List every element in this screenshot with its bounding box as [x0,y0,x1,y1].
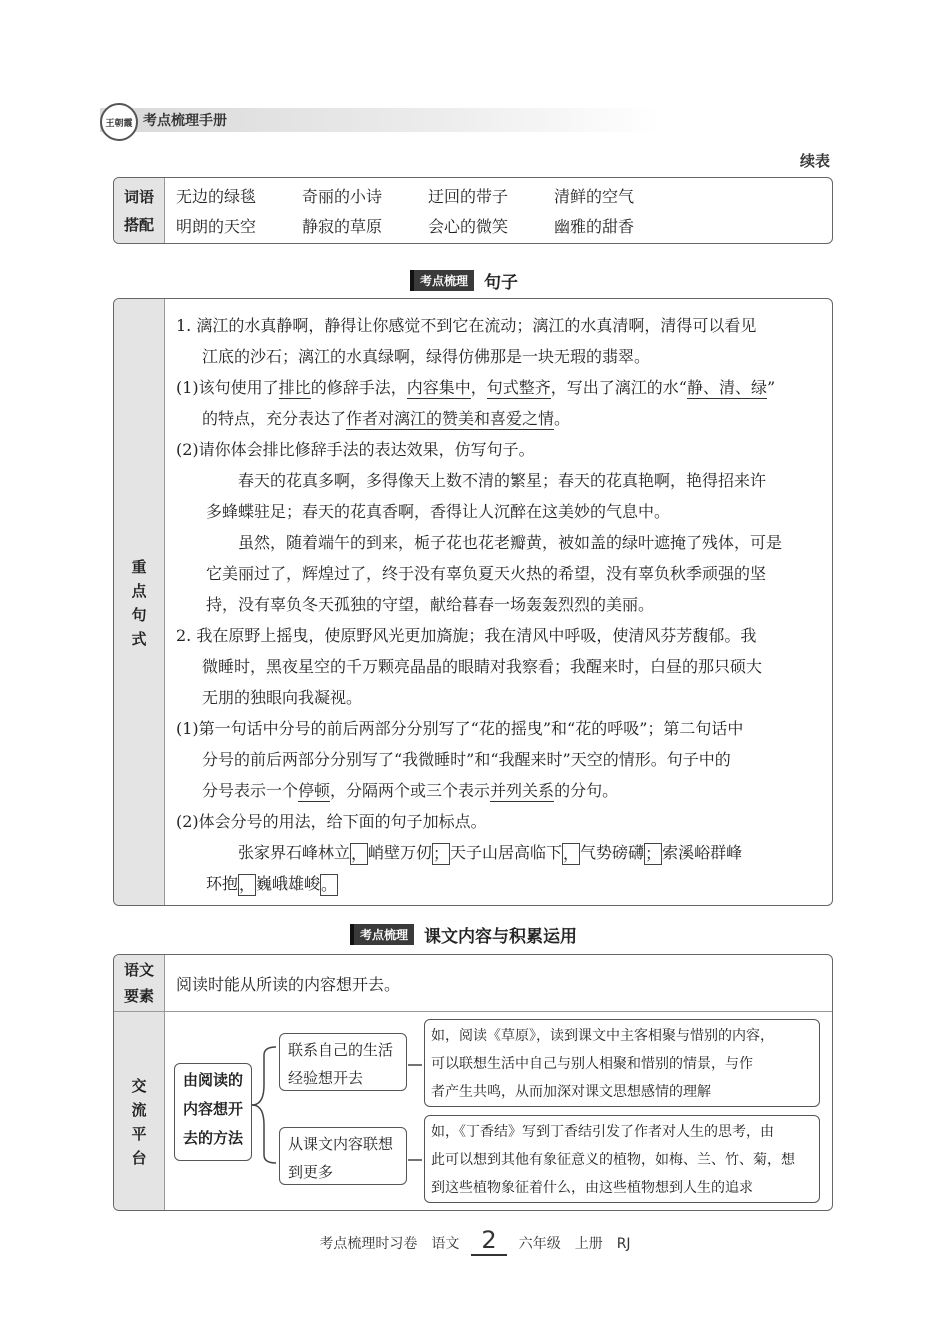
punctuation-exercise: 张家界石峰林立，峭壁万仞；天子山居高临下，气势磅礴；索溪峪群峰 [238,843,743,863]
page-number: 2 [471,1226,506,1256]
question-1-1: (1)该句使用了排比的修辞手法，内容集中，句式整齐，写出了漓江的水“静、清、绿” [176,378,776,397]
reading-table [113,954,833,1211]
key-sentences-table: 重 点 句 式 1. 漓江的水真静啊，静得让你感觉不到它在流动；漓江的水真清啊，清得可以看见 江底的沙石；漓江的水真绿啊，绿得仿佛那是一块无瑕的翡翠。 (1)该句使用了排比的修辞手法，内容集中，句式整齐，写出了漓江的水“静、清、绿” 的特点，充分表达了作者对漓江的赞美和喜爱之情。 (2)请你体会排比修辞手法的表达效果，仿写句子。 春天的花真多啊，多得像天上数不清的繁星；春天的花真艳啊，艳得招来许 多蜂蝶驻足；春天的花真香啊，香得让人沉醉在这美妙的气息中。 虽然，随着端午的到来，栀子花也花老瓣黄，被如盖的绿叶遮掩了残体，可是 它美丽过了，辉煌过了，终于没有辜负夏天火热的希望，没有辜负秋季顽强的坚 持，没有辜负冬天孤独的守望，献给暮春一场轰轰烈烈的美丽。 2. 我在原野上摇曳，使原野风光更加旖旎；我在清风中呼吸，使清风芬芳馥郁。我 微睡时，黑夜星空的千万颗亮晶晶的眼睛对我察看；我醒来时，白昼的那只硕大 无朋的独眼向我凝视。 (1)第一句话中分号的前后两部分分别写了“花的摇曳”和“花的呼吸”；第二句话中 分号的前后两部分分别写了“我微睡时”和“我醒来时”天空的情形。句子中的 分号表示一个停顿，分隔两个或三个表示并列关系的分句。 (2)体会分号的用法，给下面的句子加标点。 张家界石峰林立，峭壁万仞；天子山居高临下，气势磅礴；索溪峪群峰 环抱，巍峨雄峻。 [113,298,833,906]
continued-label: 续表 [799,152,830,170]
method-life-experience: 联系自己的生活 经验想开去 [279,1033,407,1091]
method-node: 由阅读的 内容想开 去的方法 [174,1063,252,1161]
header-title: 考点梳理手册 [143,113,227,129]
section-title-reading: 考点梳理 课文内容与积累运用 [350,922,577,947]
language-element-label: 语文 要素 [114,955,165,1011]
logo: 王朝霞 [100,103,138,141]
example-caoyuan: 如，阅读《草原》，读到课文中主客相聚与惜别的内容， 可以联想生活中自己与别人相聚和惜别的情景，与作 者产生共鸣，从而加深对课文思想感情的理解 [424,1019,820,1107]
language-element-text: 阅读时能从所读的内容想开去。 [176,975,401,994]
method-text-association: 从课文内容联想 到更多 [279,1127,407,1185]
vocab-table [113,177,833,244]
vocab-row: 无边的绿毯 奇丽的小诗 迂回的带子 清鲜的空气 [176,187,635,206]
section-tag: 考点梳理 [410,270,474,291]
vocab-label: 词语 搭配 [114,178,165,243]
vocab-row: 明朗的天空 静寂的草原 会心的微笑 幽雅的甜香 [176,217,635,236]
example-dingxiangjie: 如，《丁香结》写到丁香结引发了作者对人生的思考，由 此可以想到其他有象征意义的植物，如梅、兰、竹、菊，想 到这些植物象征着什么，由这些植物想到人生的追求 [424,1115,820,1203]
exchange-platform-label: 交 流 平 台 [114,1012,165,1210]
footer: 考点梳理时习卷 语文 2 六年级 上册 RJ [319,1226,631,1254]
section-title-sentences: 考点梳理 句子 [410,268,518,293]
section-tag: 考点梳理 [350,924,414,945]
key-sentences-label: 重 点 句 式 [114,299,165,905]
